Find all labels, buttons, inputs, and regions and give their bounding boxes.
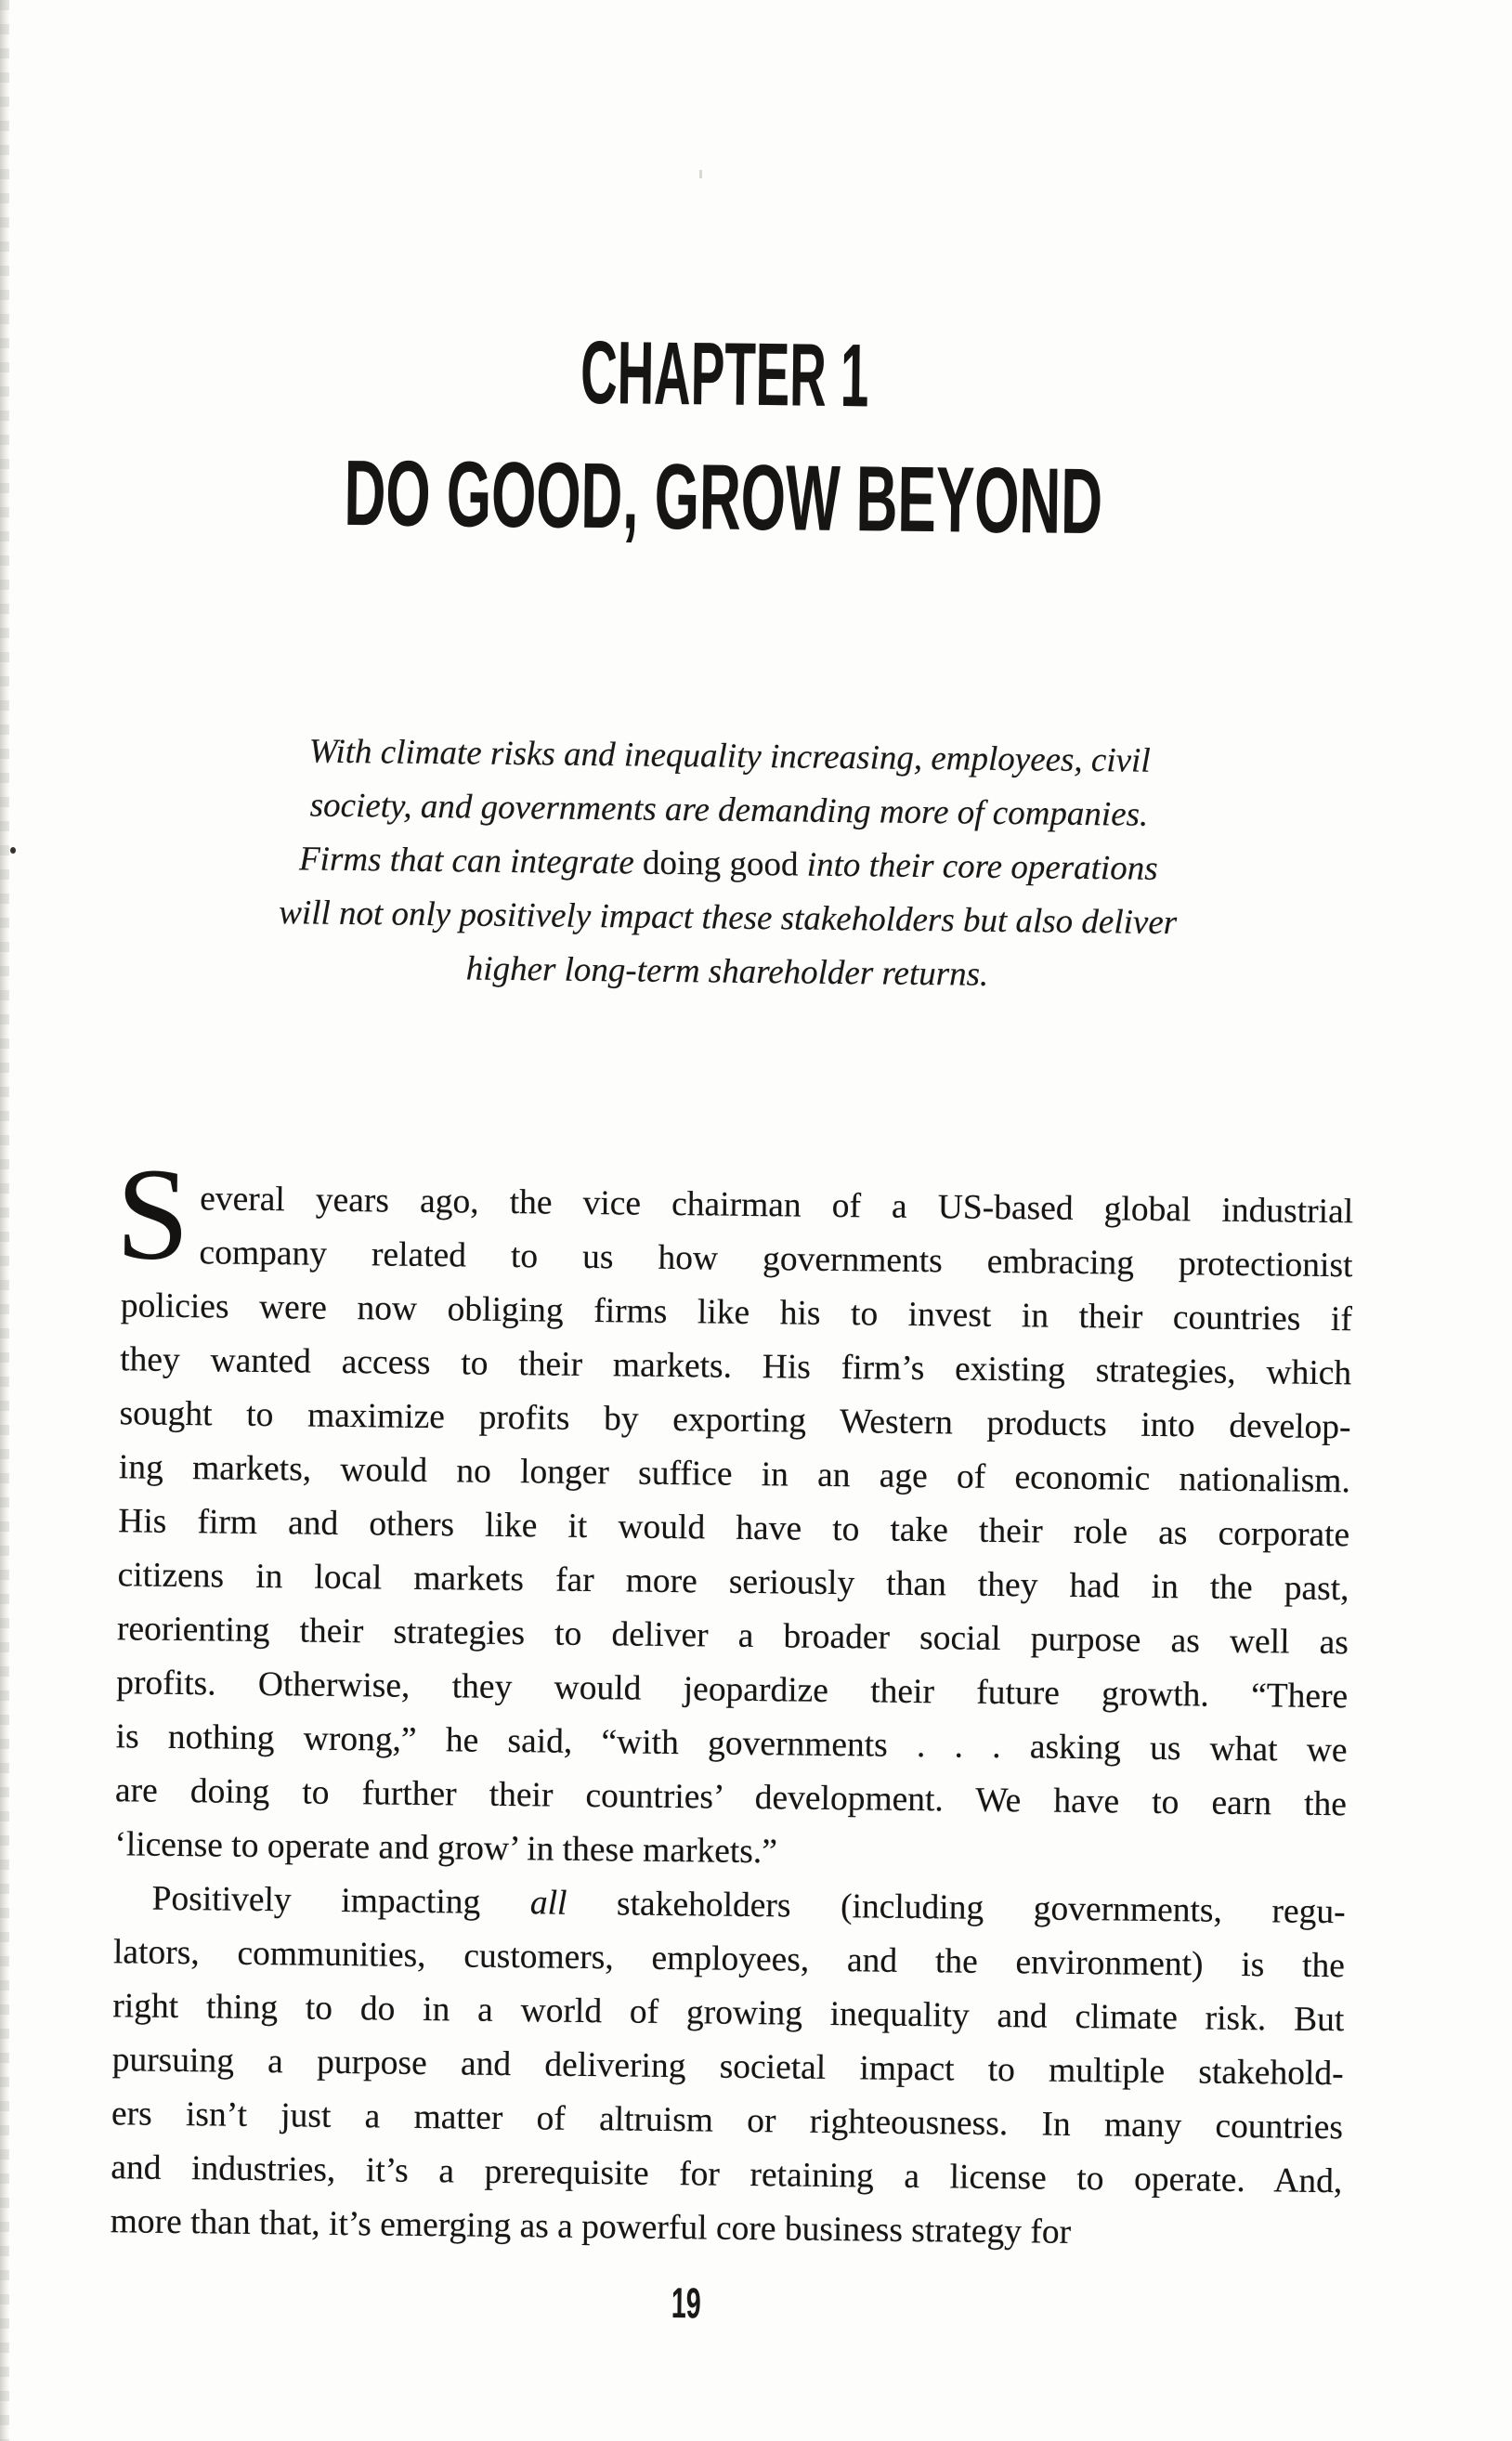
epigraph-line: will not only positively impact these stakeholders but also deliver	[279, 894, 1178, 943]
text-line: Positively impacting all stakeholders (including governments, regu-	[151, 1879, 1346, 1932]
epigraph-line: With climate risks and inequality increasing, employees, civil	[308, 732, 1151, 780]
text-line: more than that, it’s emerging as a powerful core business strategy for	[110, 2202, 1072, 2252]
text-line: is nothing wrong,” he said, “with governments . . . asking us what we	[115, 1717, 1348, 1770]
text-line: lators, communities, customers, employees, and the environment) is the	[112, 1933, 1346, 1986]
text-line: reorienting their strategies to deliver a broader social purpose as well as	[116, 1610, 1349, 1663]
text-line: citizens in local markets far more seriously than they had in the past,	[117, 1556, 1349, 1609]
text-line: ers isn’t just a matter of altruism or righteousness. In many countries	[111, 2095, 1344, 2147]
drop-cap: S	[115, 1140, 190, 1288]
text-line: policies were now obliging firms like his to invest in their countries if	[120, 1286, 1353, 1339]
page-number: 19	[671, 2278, 701, 2328]
chapter-title-heading: DO GOOD, GROW BEYOND	[344, 440, 1103, 555]
text-line: profits. Otherwise, they would jeopardize their future growth. “There	[116, 1664, 1349, 1717]
epigraph-line: Firms that can integrate doing good into their core operations	[298, 840, 1158, 888]
epigraph-line: society, and governments are demanding more of companies.	[309, 786, 1149, 834]
text-line: sought to maximize profits by exporting Western products into develop-	[119, 1394, 1351, 1447]
paragraph-1	[114, 1140, 1354, 1886]
text-line: pursuing a purpose and delivering societal impact to multiple stakehold-	[111, 2041, 1344, 2094]
paragraph-2-lines	[110, 1872, 1346, 2263]
text-line: ing markets, would no longer suffice in an age of economic nationalism.	[118, 1448, 1351, 1501]
body-text	[110, 1140, 1354, 2263]
text-line: ‘license to operate and grow’ in these markets.”	[114, 1825, 778, 1872]
text-line: everal years ago, the vice chairman of a US-based global industrial	[199, 1180, 1354, 1232]
paragraph-2	[110, 1872, 1346, 2263]
text-line: are doing to further their countries’ development. We have to earn the	[114, 1771, 1348, 1824]
text-line: right thing to do in a world of growing inequality and climate risk. But	[112, 1987, 1345, 2040]
text-line: company related to us how governments embracing protectionist	[199, 1234, 1353, 1286]
epigraph	[170, 724, 1287, 1006]
text-line: they wanted access to their markets. His firm’s existing strategies, which	[120, 1340, 1352, 1393]
chapter-number-heading: CHAPTER 1	[580, 322, 869, 426]
text-line: His firm and others like it would have to take their role as corporate	[118, 1502, 1350, 1555]
text-line: and industries, it’s a prerequisite for retaining a license to operate. And,	[111, 2148, 1343, 2201]
epigraph-line: higher long-term shareholder returns.	[465, 949, 989, 994]
paragraph-1-lines	[114, 1171, 1353, 1886]
